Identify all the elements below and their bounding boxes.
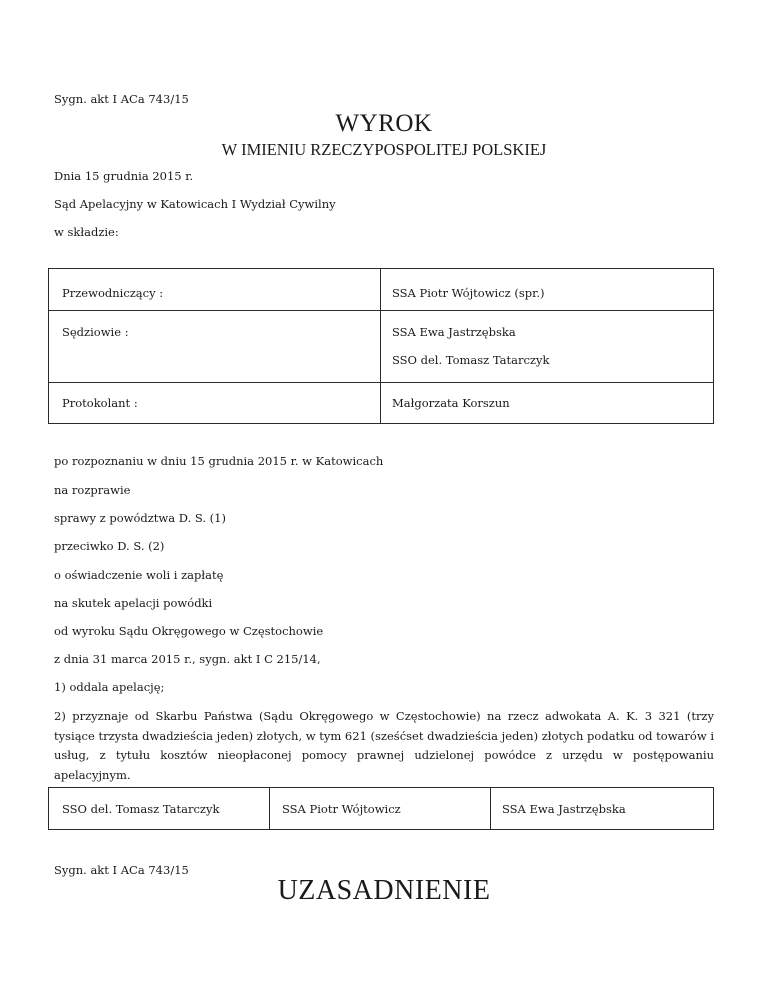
document-subtitle: W IMIENIU RZECZYPOSPOLITEJ POLSKIEJ: [221, 140, 547, 159]
proceedings-line: na rozprawie: [54, 483, 131, 497]
proceedings-line: z dnia 31 marca 2015 r., sygn. akt I C 215/14,: [54, 652, 321, 666]
composition-label: w składzie:: [54, 225, 119, 239]
clerk-value: Małgorzata Korszun: [392, 396, 510, 410]
footer-case-reference: Sygn. akt I ACa 743/15: [54, 863, 189, 877]
court-line: Sąd Apelacyjny w Katowicach I Wydział Cywilny: [54, 197, 336, 211]
case-reference: Sygn. akt I ACa 743/15: [54, 92, 189, 106]
proceedings-line: o oświadczenie woli i zapłatę: [54, 568, 224, 582]
judge-1: SSA Ewa Jastrzębska: [392, 325, 516, 339]
proceedings-line: sprawy z powództwa D. S. (1): [54, 511, 226, 525]
signature-1: SSO del. Tomasz Tatarczyk: [62, 802, 220, 816]
clerk-label: Protokolant :: [62, 396, 138, 410]
document-title: WYROK: [335, 110, 433, 137]
proceedings-line: po rozpoznaniu w dniu 15 grudnia 2015 r. w Katowicach: [54, 454, 384, 468]
proceedings-line: na skutek apelacji powódki: [54, 596, 213, 610]
section-title: UZASADNIENIE: [277, 875, 491, 906]
signature-2: SSA Piotr Wójtowicz: [282, 802, 401, 816]
ruling-item-1: 1) oddala apelację;: [54, 680, 165, 694]
proceedings-line: od wyroku Sądu Okręgowego w Częstochowie: [54, 624, 324, 638]
date-line: Dnia 15 grudnia 2015 r.: [54, 169, 194, 183]
chair-label: Przewodniczący :: [62, 286, 164, 300]
judges-label: Sędziowie :: [62, 325, 129, 339]
ruling-item-2: 2) przyznaje od Skarbu Państwa (Sądu Okręgowego w Częstochowie) na rzecz adwokata A. K. 3 321 (trzy tysiące trzysta dwadzieścia jeden) złotych, w tym 621 (sześćset dwadzieścia jeden) złotych podatku od towarów i usług, z tytułu kosztów nieopłaconej pomocy prawnej udzielonej powódce z urzędu w postępowaniu apelacyjnym.: [54, 709, 714, 782]
chair-value: SSA Piotr Wójtowicz (spr.): [392, 286, 545, 300]
signature-3: SSA Ewa Jastrzębska: [502, 802, 626, 816]
proceedings-line: przeciwko D. S. (2): [54, 539, 165, 553]
judge-2: SSO del. Tomasz Tatarczyk: [392, 353, 550, 367]
